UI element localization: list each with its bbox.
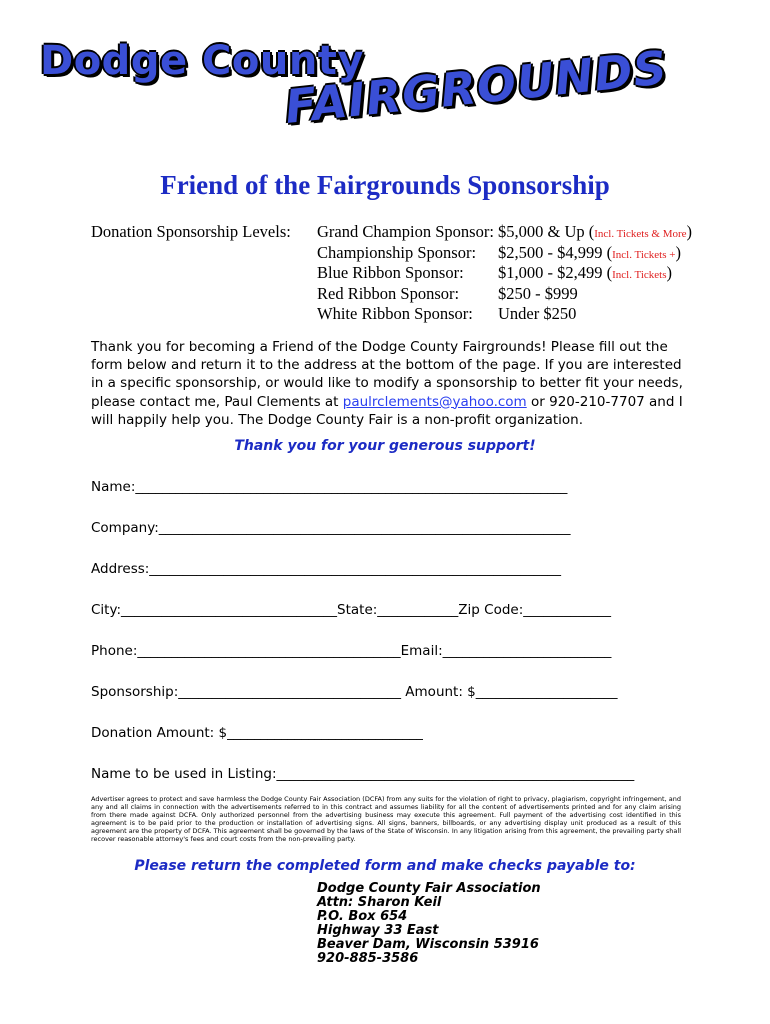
address-line: Highway 33 East [317, 923, 439, 938]
page-title: Friend of the Fairgrounds Sponsorship [160, 170, 610, 200]
logo-dodge-county: Dodge County [40, 38, 364, 84]
address-line: Beaver Dam, Wisconsin 53916 [317, 937, 539, 952]
level-name: White Ribbon Sponsor: [317, 304, 473, 323]
address-line: Attn: Sharon Keil [317, 895, 442, 910]
email-link[interactable]: paulrclements@yahoo.com [342, 393, 527, 410]
address-field[interactable]: Address:_____________________________________________________________ [91, 561, 562, 577]
listing-name-field[interactable]: Name to be used in Listing:_____________________________________________________ [91, 766, 635, 782]
intro-paragraph: Thank you for becoming a Friend of the Dodge County Fairgrounds! Please fill out the form below and return it to the address at the bottom of the page. If you are interested in a specific sponsorship, or would like to modify a sponsorship to better fit your needs, please contact me, Paul Clements at paulrclements@yahoo.com or 920-210-7707 and I will happily help you. The Dodge County Fair is a non-profit organization. [91, 339, 683, 428]
level-name: Championship Sponsor: [317, 242, 477, 262]
level-note: Incl. Tickets & More [594, 228, 687, 240]
level-row [0, 243, 770, 263]
company-field[interactable]: Company:_____________________________________________________________ [91, 520, 571, 536]
level-name: Blue Ribbon Sponsor: [317, 263, 464, 282]
level-note: Incl. Tickets [612, 269, 667, 281]
address-line: 920-885-3586 [317, 951, 419, 966]
mailing-address [317, 882, 541, 966]
level-row [0, 304, 770, 324]
address-line: P.O. Box 654 [317, 909, 408, 924]
level-amount: $5,000 & Up (Incl. Tickets & More) [498, 222, 693, 241]
level-amount: $250 - $999 [498, 283, 578, 303]
level-amount: $1,000 - $2,499 (Incl. Tickets) [498, 263, 673, 282]
level-note: Incl. Tickets + [612, 248, 676, 261]
return-instructions: Please return the completed form and make checks payable to: [134, 858, 636, 874]
sponsorship-amount-field[interactable]: Sponsorship:_________________________________ Amount: $_____________________ [91, 684, 618, 700]
level-row [0, 222, 770, 242]
level-name: Red Ribbon Sponsor: [317, 283, 460, 303]
levels-label: Donation Sponsorship Levels: [91, 222, 291, 241]
address-line: Dodge County Fair Association [317, 881, 541, 896]
logo-fairgrounds: FAIRGROUNDS [282, 40, 670, 134]
phone-email-field[interactable]: Phone:_______________________________________Email:_________________________ [91, 643, 612, 659]
thank-you-note: Thank you for your generous support! [234, 438, 536, 454]
level-amount: Under $250 [498, 304, 577, 323]
level-row [0, 263, 770, 283]
level-name: Grand Champion Sponsor: [317, 222, 494, 241]
name-field[interactable]: Name:________________________________________________________________ [91, 479, 568, 495]
donation-amount-field[interactable]: Donation Amount: $_____________________________ [91, 725, 423, 741]
city-state-zip-field[interactable]: City:________________________________State:____________Zip Code:_____________ [91, 602, 612, 618]
legal-disclaimer: Advertiser agrees to protect and save harmless the Dodge County Fair Association (DCFA) from any suits for the violation of right to privacy, plagiarism, copyright infringement, and any and all claims in connection with the advertisements referred to in this contract and assumes liability for all the content of advertisements printed and for any claim arising from there made against DCFA. Only authorized personnel from the advertising business may execute this agreement. Full payment of the advertising cost identified in this agreement is to be paid prior to the production or installation of advertising signs. All signs, banners, billboards, or any advertising display unit produced as a result of this agreement are the property of DCFA. This agreement shall be governed by the laws of the State of Wisconsin. In any litigation arising from this agreement, the prevailing party shall recover reasonable attorney's fees and court costs from the non-prevailing party. [91, 795, 681, 843]
level-amount: $2,500 - $4,999 (Incl. Tickets +) [498, 242, 681, 262]
level-row [0, 284, 770, 304]
